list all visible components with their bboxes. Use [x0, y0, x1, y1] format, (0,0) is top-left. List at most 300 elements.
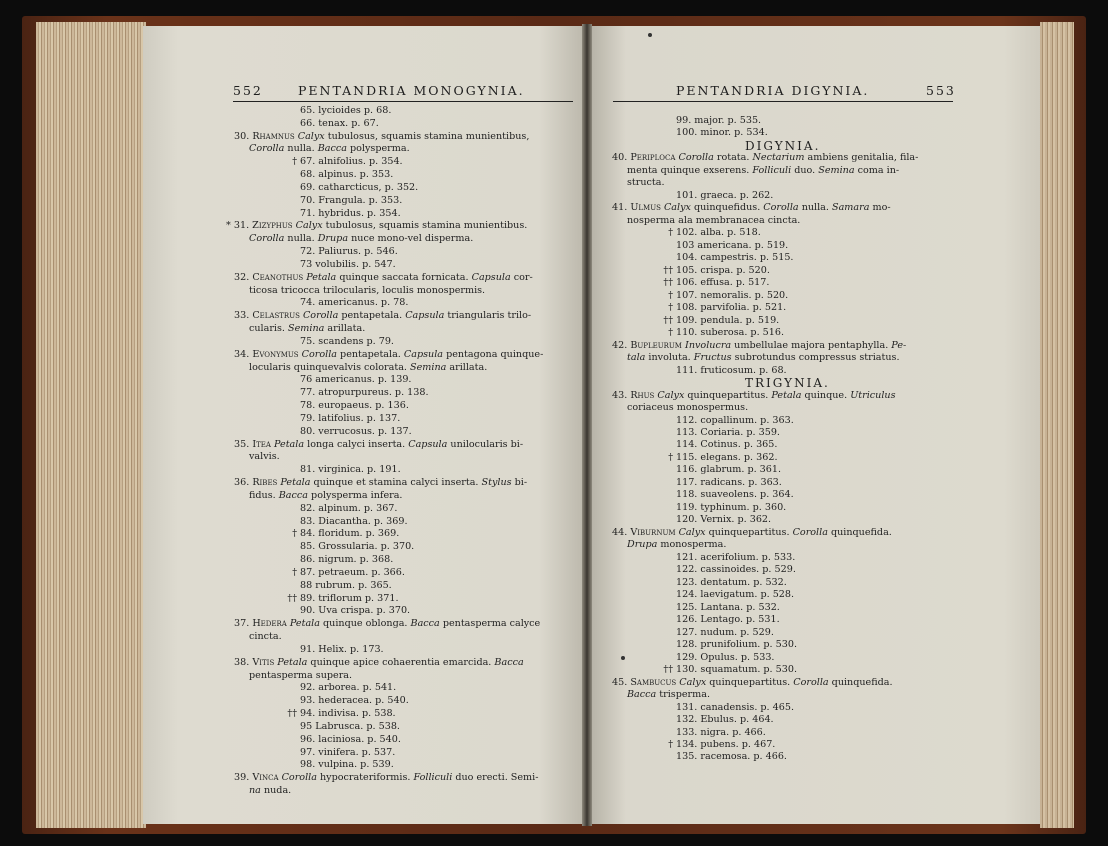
genus-description: quinquepartitus. — [709, 676, 794, 688]
description-text: arillata. — [327, 323, 366, 335]
genus-name: Bupleurum — [630, 339, 686, 351]
species-text: 99. major. p. 535. — [676, 115, 762, 126]
genus-name: Ulmus — [630, 202, 664, 214]
genus-number: 35. — [234, 438, 253, 450]
species-text: 71. hybridus. p. 354. — [300, 207, 401, 219]
species-entry — [280, 580, 392, 592]
species-entry — [280, 413, 400, 425]
description-text: arillata. — [449, 361, 488, 373]
species-text: 106. effusa. p. 517. — [676, 277, 770, 289]
species-text: 67. alnifolius. p. 354. — [300, 156, 403, 168]
species-text: 103 americana. p. 519. — [676, 239, 789, 251]
genus-description: Capsula — [471, 271, 514, 283]
species-text: 115. elegans. p. 362. — [676, 451, 778, 463]
description-text: valvis. — [249, 451, 280, 463]
species-text: 114. Cotinus. p. 365. — [676, 439, 778, 451]
species-text: 70. Frangula. p. 353. — [300, 194, 403, 206]
description-text: pentasperma supera. — [249, 669, 353, 681]
genus-entry — [612, 677, 893, 689]
genus-number: 41. — [612, 202, 631, 214]
continuation-line — [627, 402, 748, 414]
genus-number: 37. — [234, 618, 253, 630]
genus-number: 34. — [234, 348, 253, 360]
species-entry — [280, 105, 391, 117]
genus-description: Petala — [274, 438, 308, 450]
continuation-line — [249, 670, 352, 682]
species-text: 135. racemosa. p. 466. — [676, 751, 787, 763]
genus-description: Folliculi — [413, 772, 456, 784]
species-entry — [280, 464, 401, 476]
species-entry — [280, 708, 396, 720]
species-text: 109. pendula. p. 519. — [676, 314, 780, 326]
genus-description: Nectarium — [752, 152, 808, 164]
species-entry — [280, 118, 379, 130]
genus-entry — [234, 131, 529, 143]
genus-description: cor- — [513, 271, 533, 283]
species-entry — [656, 489, 794, 501]
genus-entry — [234, 439, 523, 451]
species-entry — [280, 682, 396, 694]
genus-description: quinquepartitus. — [687, 389, 772, 401]
species-text: 77. atropurpureus. p. 138. — [300, 387, 429, 399]
species-text: 116. glabrum. p. 361. — [676, 464, 782, 476]
description-text: nulla. — [287, 233, 318, 245]
species-entry — [656, 302, 786, 314]
genus-name: Ceanothus — [252, 271, 307, 283]
species-text: 65. lycioides p. 68. — [300, 105, 392, 116]
species-entry — [280, 747, 395, 759]
dagger-mark: †† — [663, 314, 673, 326]
genus-name: Celastrus — [252, 310, 303, 322]
genus-description: umbellulae majora pentaphylla. — [734, 339, 892, 351]
species-entry — [656, 115, 761, 127]
description-text: Corolla — [249, 143, 288, 155]
genus-name: Viburnum — [630, 526, 679, 538]
continuation-line — [627, 539, 726, 551]
species-text: 86. nigrum. p. 368. — [300, 554, 394, 566]
book-gutter — [582, 24, 592, 826]
species-text: 121. acerifolium. p. 533. — [676, 551, 796, 563]
description-text: nuce mono-vel disperma. — [351, 233, 474, 245]
genus-description: Petala — [771, 389, 805, 401]
species-entry — [280, 734, 401, 746]
genus-name: Sambucus — [630, 676, 680, 688]
genus-description: pentapetala. — [341, 310, 406, 322]
genus-description: duo erecti. Semi- — [455, 772, 539, 784]
genus-description: Bacca — [410, 618, 443, 630]
species-entry — [656, 652, 774, 664]
species-entry — [280, 554, 393, 566]
asterisk-mark: * — [226, 220, 234, 232]
genus-number: 31. — [233, 220, 253, 232]
species-entry — [656, 702, 794, 714]
species-text: 89. triflorum p. 371. — [300, 592, 399, 604]
species-entry — [656, 727, 766, 739]
continuation-line — [627, 165, 899, 177]
continuation-line — [627, 177, 665, 189]
genus-entry — [234, 657, 524, 669]
continuation-line — [249, 490, 402, 502]
dagger-mark: †† — [287, 592, 297, 604]
dagger-mark: † — [668, 451, 673, 463]
species-entry — [280, 208, 401, 220]
species-text: 134. pubens. p. 467. — [676, 739, 776, 750]
species-text: 101. graeca. p. 262. — [676, 189, 774, 201]
genus-number: 45. — [612, 676, 631, 688]
genus-name: Vitis — [252, 656, 278, 668]
species-text: 79. latifolius. p. 137. — [300, 412, 401, 424]
genus-description: Corolla — [301, 348, 341, 360]
species-entry — [656, 639, 797, 651]
genus-name: Hedera — [252, 618, 290, 630]
genus-name: Periploca — [630, 152, 679, 164]
species-text: 127. nudum. p. 529. — [676, 626, 774, 638]
species-entry — [656, 477, 782, 489]
species-entry — [656, 602, 780, 614]
genus-description: tubulosus, squamis stamina munientibus. — [325, 220, 528, 232]
description-text: Bacca — [278, 489, 312, 501]
genus-description: pentapetala. — [340, 348, 404, 360]
continuation-line — [249, 451, 280, 463]
genus-entry — [234, 349, 543, 361]
species-text: 83. Diacantha. p. 369. — [300, 515, 408, 527]
dagger-mark: †† — [663, 277, 673, 289]
species-entry — [656, 365, 787, 377]
description-text: monosperma. — [660, 539, 727, 551]
ink-spot — [621, 656, 625, 660]
genus-description: Petala — [280, 477, 314, 489]
continuation-line — [249, 323, 365, 335]
genus-description: Corolla — [763, 202, 802, 214]
description-text: menta quinque exserens. — [627, 164, 753, 176]
left-page-edges — [36, 22, 146, 828]
dagger-mark: † — [292, 566, 297, 578]
species-text: 75. scandens p. 79. — [300, 335, 394, 347]
continuation-line — [627, 352, 900, 364]
genus-description: Corolla — [678, 152, 717, 164]
genus-description: Pe- — [891, 339, 907, 351]
genus-number: 33. — [234, 310, 253, 322]
description-text: cincta. — [249, 631, 282, 643]
dagger-mark: † — [292, 528, 297, 540]
species-text: 111. fruticosum. p. 68. — [676, 364, 787, 376]
description-text: polysperma. — [350, 143, 410, 155]
genus-description: Petala — [306, 271, 340, 283]
species-text: 126. Lentago. p. 531. — [676, 614, 780, 626]
genus-number: 39. — [234, 772, 253, 784]
species-text: 107. nemoralis. p. 520. — [676, 289, 789, 301]
species-text: 73 volubilis. p. 547. — [300, 258, 396, 270]
genus-description: Calyx — [295, 220, 326, 232]
right-page-edges — [1040, 22, 1074, 828]
genus-description: Stylus — [481, 477, 515, 489]
genus-description: nulla. — [801, 202, 833, 214]
genus-description: quinquefidus. — [693, 202, 764, 214]
species-text: 100. minor. p. 534. — [676, 127, 768, 139]
species-entry — [656, 415, 794, 427]
species-entry — [280, 593, 399, 605]
genus-entry — [234, 477, 527, 489]
genus-entry — [612, 202, 891, 214]
species-text: 97. vinifera. p. 537. — [300, 746, 396, 758]
species-text: 95 Labrusca. p. 538. — [300, 720, 400, 732]
species-text: 93. hederacea. p. 540. — [300, 695, 409, 707]
species-text: 124. laevigatum. p. 528. — [676, 589, 795, 601]
genus-entry — [612, 340, 906, 352]
genus-description: Corolla — [302, 310, 342, 322]
species-entry — [656, 240, 788, 252]
species-text: 90. Uva crispa. p. 370. — [300, 605, 411, 617]
genus-number: 40. — [612, 152, 631, 164]
species-entry — [656, 265, 770, 277]
species-entry — [656, 739, 775, 751]
description-text: structa. — [627, 177, 665, 189]
species-text: 123. dentatum. p. 532. — [676, 576, 787, 588]
species-text: 125. Lantana. p. 532. — [676, 601, 780, 613]
right-page-header: PENTANDRIA DIGYNIA. — [676, 83, 870, 98]
description-text: Drupa — [317, 233, 352, 245]
genus-description: Calyx — [679, 676, 710, 688]
genus-name: Rhamnus — [252, 130, 298, 142]
species-entry — [656, 452, 778, 464]
species-entry — [280, 605, 410, 617]
species-text: 108. parvifolia. p. 521. — [676, 302, 787, 314]
species-entry — [656, 564, 796, 576]
dagger-mark: † — [668, 739, 673, 750]
description-text: nuda. — [263, 784, 292, 796]
genus-description: Capsula — [405, 310, 448, 322]
description-text: locularis quinquevalvis colorata. — [249, 361, 411, 373]
description-text: fidus. — [249, 489, 279, 501]
species-entry — [280, 195, 402, 207]
genus-description: bi- — [514, 477, 528, 489]
genus-description: quinquepartitus. — [708, 526, 793, 538]
species-text: 120. Vernix. p. 362. — [676, 514, 772, 526]
species-entry — [280, 246, 398, 258]
species-entry — [280, 156, 403, 168]
genus-number: 36. — [234, 477, 253, 489]
continuation-line — [249, 233, 473, 245]
species-entry — [280, 503, 397, 515]
species-entry — [656, 751, 787, 763]
genus-number: 38. — [234, 656, 253, 668]
species-entry — [280, 644, 384, 656]
genus-description: Capsula — [408, 438, 451, 450]
species-entry — [656, 627, 774, 639]
species-text: 129. Opulus. p. 533. — [676, 651, 775, 663]
species-text: 92. arborea. p. 541. — [300, 682, 397, 694]
species-text: 96. laciniosa. p. 540. — [300, 733, 401, 745]
genus-description: quinque oblonga. — [323, 618, 411, 630]
dagger-mark: † — [668, 227, 673, 239]
species-text: 113. Coriaria. p. 359. — [676, 427, 780, 438]
species-entry — [280, 516, 408, 528]
genus-entry — [234, 272, 533, 284]
left-header-rule — [233, 101, 573, 102]
species-text: 122. cassinoides. p. 529. — [676, 564, 796, 576]
genus-description: quinque et stamina calyci inserta. — [313, 477, 482, 489]
species-text: 112. copallinum. p. 363. — [676, 414, 794, 426]
description-text: ticosa tricocca trilocularis, loculis monospermis. — [249, 284, 486, 296]
species-entry — [656, 577, 787, 589]
species-entry — [280, 400, 409, 412]
left-page-header: PENTANDRIA MONOGYNIA. — [298, 83, 525, 98]
genus-description: tubulosus, squamis stamina munientibus, — [327, 130, 530, 142]
genus-description: Corolla — [792, 526, 831, 538]
species-entry — [656, 277, 769, 289]
description-text: tala — [627, 352, 649, 364]
description-text: coriaceus monospermus. — [627, 402, 749, 414]
genus-entry — [234, 772, 538, 784]
species-entry — [280, 297, 408, 309]
genus-number: 42. — [612, 339, 631, 351]
species-text: 87. petraeum. p. 366. — [300, 566, 405, 578]
continuation-line — [249, 785, 291, 797]
continuation-line — [249, 362, 487, 374]
species-text: 119. typhinum. p. 360. — [676, 501, 787, 513]
genus-description: rotata. — [716, 152, 753, 164]
species-text: 82. alpinum. p. 367. — [300, 502, 398, 514]
species-text: 76 americanus. p. 139. — [300, 374, 412, 386]
species-entry — [656, 252, 793, 264]
genus-description: Corolla — [793, 676, 832, 688]
species-text: 68. alpinus. p. 353. — [300, 169, 394, 181]
species-text: 105. crispa. p. 520. — [676, 264, 770, 276]
genus-description: quinque apice cohaerentia emarcida. — [310, 656, 495, 668]
species-entry — [656, 714, 774, 726]
species-text: 88 rubrum. p. 365. — [300, 579, 392, 591]
genus-name: Evonymus — [252, 348, 302, 360]
species-text: 74. americanus. p. 78. — [300, 297, 409, 309]
continuation-line — [249, 285, 485, 297]
species-entry — [656, 514, 771, 526]
species-entry — [656, 327, 784, 339]
description-text: na — [249, 784, 264, 796]
species-text: 118. suaveolens. p. 364. — [676, 489, 794, 501]
species-text: 110. suberosa. p. 516. — [676, 327, 785, 339]
genus-number: 44. — [612, 526, 631, 538]
genus-name: Zizyphus — [252, 220, 296, 232]
left-page-number: 552 — [233, 83, 263, 98]
species-entry — [280, 695, 409, 707]
species-entry — [280, 721, 400, 733]
species-text: 104. campestris. p. 515. — [676, 252, 794, 264]
genus-description: quinquefida. — [830, 526, 892, 538]
description-text: Drupa — [627, 539, 661, 551]
genus-name: Itea — [252, 438, 274, 450]
description-text: cularis. — [249, 323, 289, 335]
genus-entry — [234, 310, 531, 322]
description-text: Fructus — [693, 352, 735, 364]
description-text: nosperma ala membranacea cincta. — [627, 214, 801, 226]
description-text: subrotundus compressus striatus. — [734, 352, 900, 364]
species-entry — [280, 426, 412, 438]
species-entry — [280, 336, 394, 348]
genus-number: 43. — [612, 389, 631, 401]
description-text: Folliculi — [752, 164, 795, 176]
genus-entry — [612, 390, 896, 402]
description-text: involuta. — [648, 352, 694, 364]
section-heading: TRIGYNIA. — [745, 376, 830, 391]
genus-entry — [612, 527, 892, 539]
right-header-rule — [613, 101, 953, 102]
species-entry — [280, 182, 418, 194]
genus-description: Calyx — [297, 130, 328, 142]
genus-description: quinque. — [804, 389, 851, 401]
continuation-line — [627, 689, 710, 701]
species-entry — [656, 190, 773, 202]
species-entry — [656, 427, 780, 439]
genus-description: Petala — [289, 618, 324, 630]
dagger-mark: †† — [287, 708, 297, 719]
description-text: Semina — [288, 323, 328, 335]
species-text: 117. radicans. p. 363. — [676, 476, 782, 488]
description-text: coma in- — [857, 164, 900, 176]
section-heading: DIGYNIA. — [745, 138, 821, 153]
species-entry — [280, 374, 411, 386]
species-text: 78. europaeus. p. 136. — [300, 400, 409, 412]
genus-description: Capsula — [403, 348, 447, 360]
species-text: 84. floridum. p. 369. — [300, 528, 400, 540]
genus-number: 30. — [234, 130, 253, 142]
species-entry — [656, 502, 786, 514]
species-entry — [656, 439, 777, 451]
description-text: Bacca — [627, 689, 660, 701]
genus-description: quinque saccata fornicata. — [339, 271, 472, 283]
genus-description: longa calyci inserta. — [307, 438, 409, 450]
species-text: 102. alba. p. 518. — [676, 227, 761, 239]
species-entry — [280, 528, 399, 540]
genus-name: Vinca — [252, 772, 282, 784]
genus-description: triangularis trilo- — [447, 310, 532, 322]
genus-description: pentasperma calyce — [442, 618, 541, 630]
description-text: nulla. — [287, 143, 318, 155]
genus-name: Ribes — [252, 477, 281, 489]
right-page-number: 553 — [926, 83, 956, 98]
description-text: polysperma infera. — [311, 489, 403, 501]
dagger-mark: † — [668, 302, 673, 314]
species-entry — [280, 759, 394, 771]
species-text: 80. verrucosus. p. 137. — [300, 425, 412, 437]
genus-description: mo- — [872, 202, 891, 214]
genus-entry — [612, 152, 918, 164]
species-text: 94. indivisa. p. 538. — [300, 708, 396, 719]
genus-description: Bacca — [494, 656, 524, 668]
genus-description: hypocrateriformis. — [319, 772, 414, 784]
description-text: Bacca — [317, 143, 351, 155]
species-entry — [280, 567, 405, 579]
dagger-mark: †† — [663, 664, 673, 676]
species-entry — [656, 464, 781, 476]
species-entry — [656, 664, 797, 676]
genus-description: Samara — [832, 202, 873, 214]
species-text: 131. canadensis. p. 465. — [676, 701, 795, 713]
dagger-mark: † — [668, 327, 673, 339]
species-entry — [280, 259, 396, 271]
genus-description: Calyx — [663, 202, 694, 214]
genus-description: Calyx — [678, 526, 709, 538]
species-entry — [280, 169, 393, 181]
species-text: 132. Ebulus. p. 464. — [676, 714, 774, 726]
continuation-line — [249, 631, 282, 643]
species-text: 128. prunifolium. p. 530. — [676, 639, 798, 651]
species-text: 91. Helix. p. 173. — [300, 643, 384, 655]
species-entry — [656, 290, 788, 302]
species-entry — [656, 227, 761, 239]
dagger-mark: † — [292, 156, 297, 168]
description-text: Semina — [818, 164, 858, 176]
species-text: 98. vulpina. p. 539. — [300, 759, 394, 771]
